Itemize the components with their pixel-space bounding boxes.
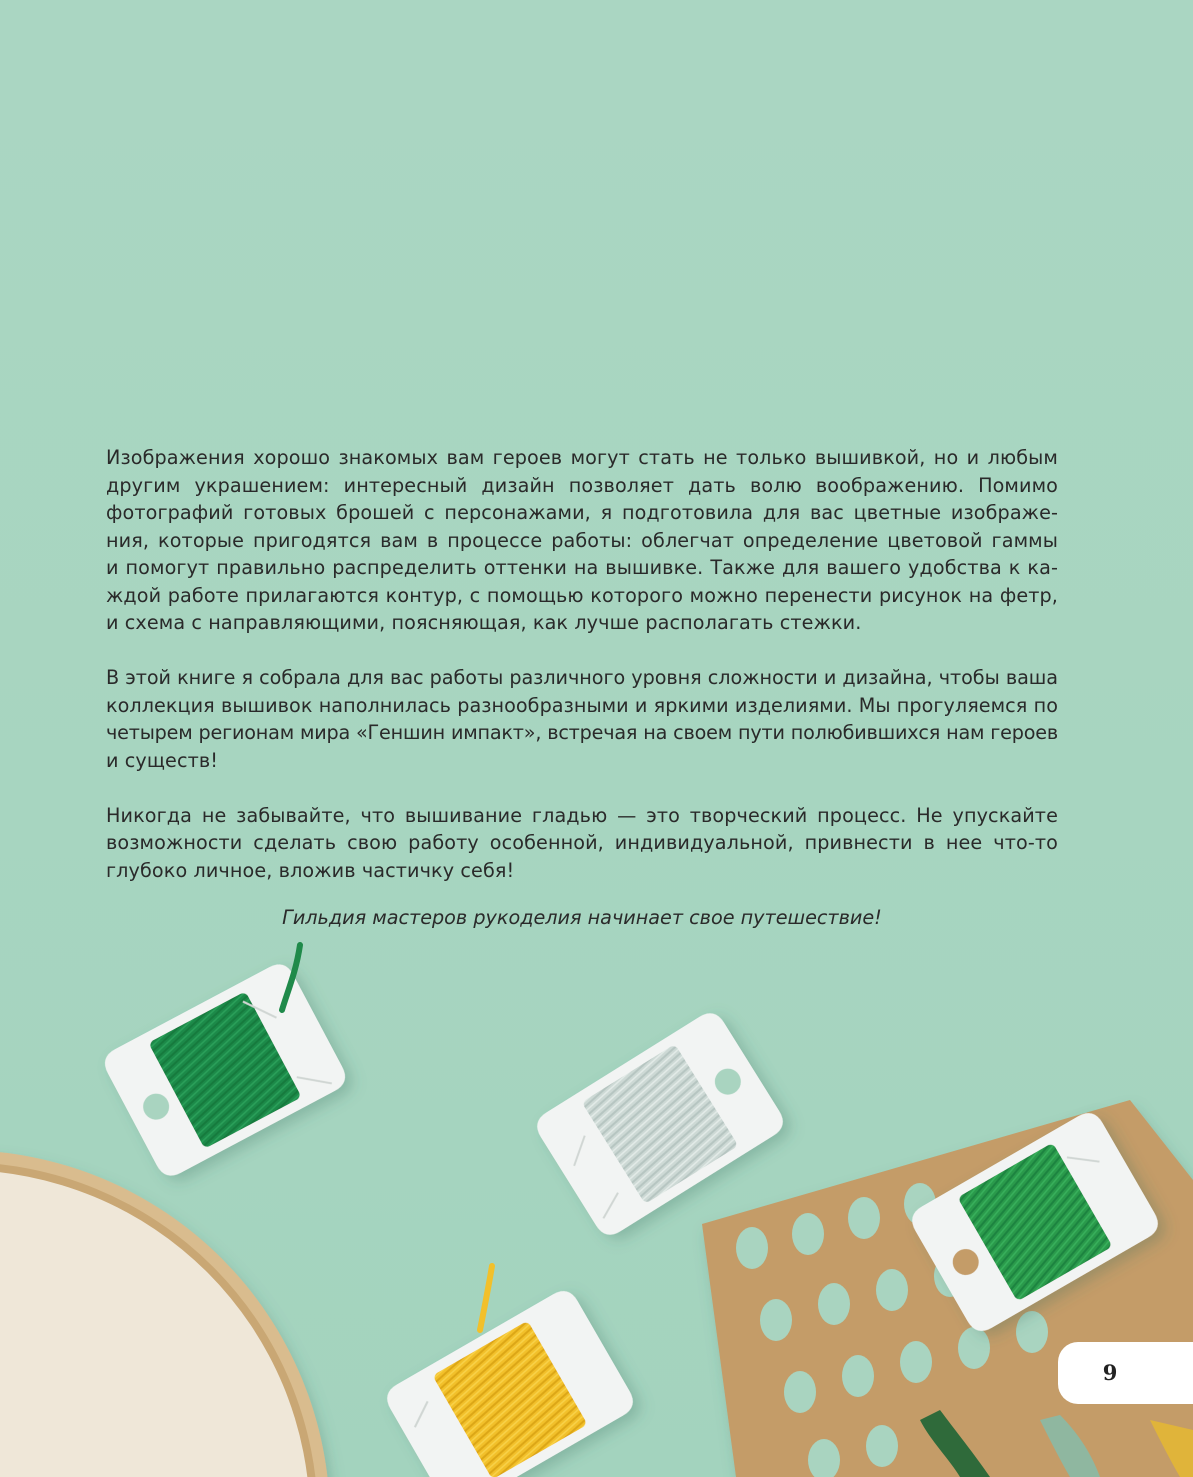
text-line: глубоко личное, вложив частичку себя!	[106, 858, 515, 882]
paragraph-2	[106, 664, 1058, 774]
text-line: Изображения хорошо знакомых вам героев могут стать не только вышивкой, но и любым	[106, 446, 1058, 469]
yellow-loose-thread	[480, 1266, 492, 1330]
page-number: 9	[1102, 1360, 1118, 1385]
text-line: ния, которые пригодятся вам в процессе работы: облегчат определение цветовой гаммы	[106, 528, 1058, 552]
paragraph-1	[106, 444, 1058, 637]
text-line: возможности сделать свою работу особенной, индивидуальной, привнести в нее что-то	[106, 831, 1058, 854]
text-line: другим украшением: интересный дизайн позволяет дать волю воображению. Помимо	[106, 473, 1058, 497]
intro-text	[106, 444, 1058, 912]
text-line: и существ!	[106, 748, 219, 772]
text-line: и помогут правильно распределить оттенки на вышивке. Также для вашего удобства к ка-	[106, 556, 1058, 579]
text-line: четырем регионам мира «Геншин импакт», встречая на своем пути полюбившихся нам героев	[106, 721, 1058, 744]
text-line: коллекция вышивок наполнилась разнообразными и яркими изделиями. Мы прогуляемся по	[106, 693, 1058, 717]
text-line: Никогда не забывайте, что вышивание гладью — это творческий процесс. Не упускайте	[106, 803, 1058, 827]
embroidery-hoop-image	[0, 1150, 330, 1477]
tagline: Гильдия мастеров рукоделия начинает свое путешествие!	[282, 906, 882, 929]
text-line: ждой работе прилагаются контур, с помощью которого можно перенести рисунок на фетр,	[106, 583, 1058, 607]
green-thread-bobbin-image	[99, 959, 350, 1181]
text-line: фотографий готовых брошей с персонажами, я подготовила для вас цветные изображе-	[106, 501, 1058, 524]
paragraph-3	[106, 802, 1058, 885]
text-line: и схема с направляющими, поясняющая, как лучше располагать стежки.	[106, 611, 862, 634]
yellow-thread-bobbin-image	[381, 1285, 638, 1477]
gray-thread-bobbin-image	[531, 1007, 788, 1240]
text-line: В этой книге я собрала для вас работы различного уровня сложности и дизайна, чтобы ваша	[106, 666, 1058, 689]
